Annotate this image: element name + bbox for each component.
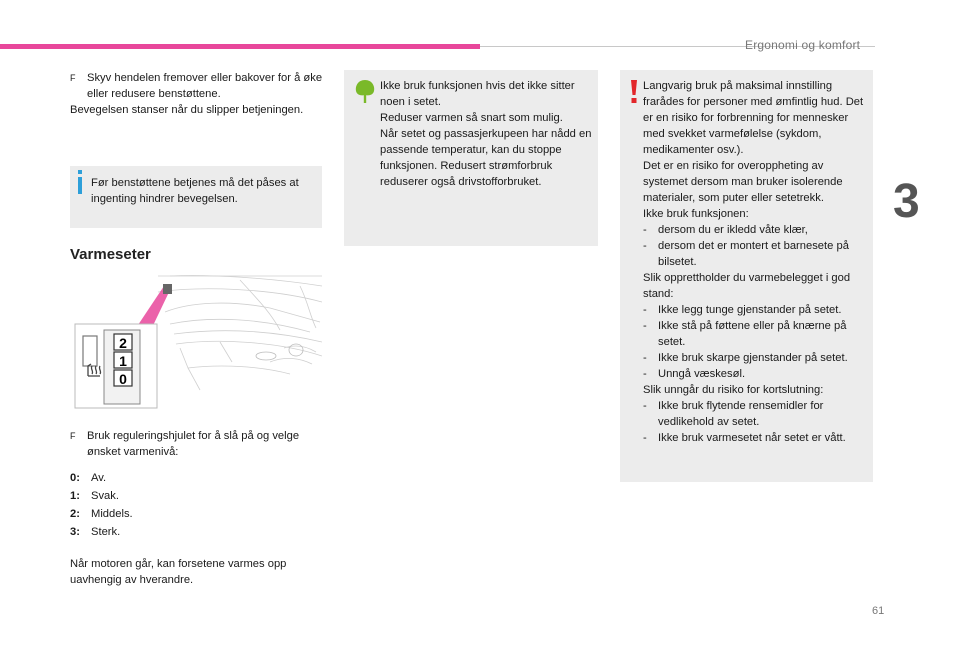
section-heading: Varmeseter <box>70 246 151 263</box>
page-number: 61 <box>872 605 885 617</box>
list-item: 2: Middels. <box>70 508 133 520</box>
warning-exclamation-icon <box>628 80 640 104</box>
eco-note-box <box>344 70 598 246</box>
paragraph: Når motoren går, kan forsetene varmes opp uavhengig av hverandre. <box>70 558 287 586</box>
list-item: 0: Av. <box>70 472 107 484</box>
list-item: - Ikke legg tunge gjenstander på setet. <box>643 304 842 316</box>
list-item: - dersom du er ikledd våte klær, <box>643 224 808 236</box>
chapter-number: 3 <box>893 175 920 228</box>
list-item: - Ikke bruk flytende rensemidler for vedlikehold av setet. <box>643 400 824 428</box>
eco-note-text: Ikke bruk funksjonen hvis det ikke sitter noen i setet. Reduser varmen så snart som mulig. Når setet og passasjerkupeen har nådd en passende temperatur, kan du stoppe funksjonen. Redusert strømforbruk reduserer også drivstofforbruket. <box>380 80 592 188</box>
bullet-text: Bruk reguleringshjulet for å slå på og velge ønsket varmenivå: <box>87 430 300 458</box>
dial-number: 2 <box>119 335 127 351</box>
warning-text: Langvarig bruk på maksimal innstilling frarådes for personer med ømfintlig hud. Det er en risiko for forbrenning for mennesker med svekket varmefølelse (sykdom, medikamenter osv.). Det er en risiko for overoppheting av systemet dersom man bruker isolerende materialer, som puter eller setetrekk. Ikke bruk funksjonen: - dersom du er ikledd våte klær, - dersom det er montert et barnesete på bilsetet. Slik opprettholder du varmebelegget i god stand: - Ikke legg tunge gjenstander på setet. - Ikke stå på føttene eller på knærne på setet. - Ikke bruk skarpe gjenstander på setet. - Unngå væskesøl. Slik unngår du risiko for kortslutning: - Ikke bruk flytende rensemidler for vedlikehold av setet. - Ikke bruk varmesetet når setet er vått. <box>643 78 869 446</box>
header-accent-bar <box>0 44 480 49</box>
eco-leaf-icon <box>354 78 376 104</box>
list-item: - Ikke bruk skarpe gjenstander på setet. <box>643 352 848 364</box>
info-note-text: Før benstøttene betjenes må det påses at ingenting hindrer bevegelsen. <box>91 177 299 205</box>
heated-seat-switch <box>163 284 172 294</box>
dial-number: 1 <box>119 353 127 369</box>
list-item: - dersom det er montert et barnesete på bilsetet. <box>643 240 849 268</box>
bullet-arrow-icon: F <box>70 73 76 83</box>
section-title: Ergonomi og komfort <box>745 38 861 52</box>
dial-number: 0 <box>119 371 127 387</box>
list-item: - Ikke stå på føttene eller på knærne på setet. <box>643 320 847 348</box>
list-item: - Unngå væskesøl. <box>643 368 746 380</box>
heated-seat-illustration <box>70 272 322 412</box>
info-note-box <box>70 166 322 228</box>
list-item: - Ikke bruk varmesetet når setet er vått. <box>643 432 846 444</box>
seat-control-knob <box>256 352 276 360</box>
heat-level-list <box>70 470 330 542</box>
paragraph: Bevegelsen stanser når du slipper betjeningen. <box>70 104 304 116</box>
bullet-text: Skyv hendelen fremover eller bakover for å øke eller redusere benstøttene. <box>87 72 323 100</box>
bullet-item <box>70 428 330 460</box>
bullet-arrow-icon: F <box>70 431 76 441</box>
list-item: 1: Svak. <box>70 490 119 502</box>
heated-seat-instructions <box>70 428 330 588</box>
warning-box <box>620 70 873 482</box>
list-item: 3: Sterk. <box>70 526 121 538</box>
legrest-instructions <box>70 70 330 118</box>
bullet-item <box>70 70 330 102</box>
